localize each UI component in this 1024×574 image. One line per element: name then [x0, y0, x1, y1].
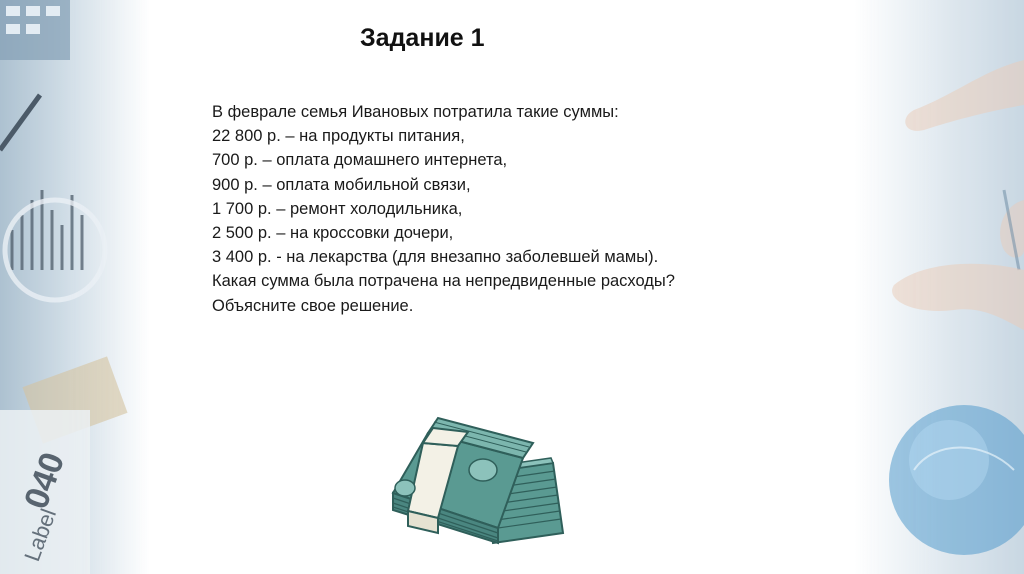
chart-collage-icon — [0, 0, 150, 574]
task-line: В феврале семья Ивановых потратила такие суммы: — [212, 103, 619, 121]
task-line: 3 400 р. - на лекарства (для внезапно заболевшей мамы). — [212, 248, 659, 267]
calendar-text: 040 — [17, 447, 73, 514]
money-stack-icon — [388, 398, 573, 548]
task-line: 22 800 р. – на продукты питания, — [212, 127, 465, 146]
task-line: 2 500 р. – на кроссовки дочери, — [212, 224, 454, 243]
task-line: 1 700 р. – ремонт холодильника, — [212, 199, 463, 218]
task-text — [212, 100, 772, 318]
task-question: Какая сумма была потрачена на непредвиденные расходы? — [212, 272, 675, 291]
right-decorative-collage — [854, 0, 1024, 574]
left-decorative-collage — [0, 0, 150, 574]
hands-globe-icon — [854, 0, 1024, 574]
label-text: Label — [19, 505, 62, 565]
task-instruction: Объясните свое решение. — [212, 296, 414, 315]
task-line: 900 р. – оплата мобильной связи, — [212, 175, 471, 194]
slide-title: Задание 1 — [360, 24, 485, 52]
task-line: 700 р. – оплата домашнего интернета, — [212, 151, 508, 170]
money-stack-illustration — [388, 398, 573, 553]
